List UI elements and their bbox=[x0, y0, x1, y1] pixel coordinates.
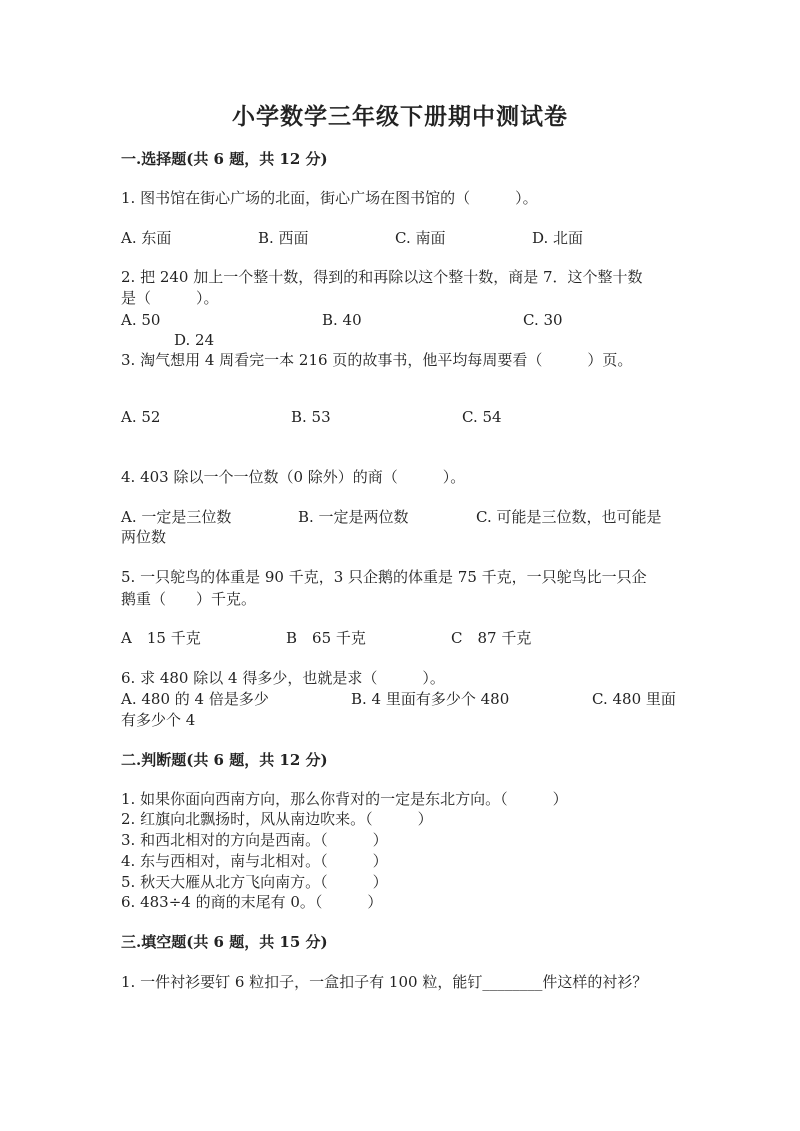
question-4-option-c-line1: C. 可能是三位数，也可能是 bbox=[476, 508, 662, 526]
question-5-option-c: C 87 千克 bbox=[451, 629, 532, 647]
section-heading-judgement: 二.判断题(共 6 题，共 12 分) bbox=[121, 751, 328, 769]
judgement-item: 4. 东与西相对，南与北相对。（ ） bbox=[121, 852, 388, 870]
judgement-item: 6. 483÷4 的商的末尾有 0。（ ） bbox=[121, 893, 383, 911]
judgement-item: 3. 和西北相对的方向是西南。（ ） bbox=[121, 831, 388, 849]
question-5-option-b: B 65 千克 bbox=[286, 629, 366, 647]
question-2-stem-line1: 2. 把 240 加上一个整十数，得到的和再除以这个整十数，商是 7．这个整十数 bbox=[121, 268, 643, 286]
question-2-option-b: B. 40 bbox=[322, 311, 362, 329]
judgement-item: 5. 秋天大雁从北方飞向南方。（ ） bbox=[121, 873, 388, 891]
question-1-stem: 1. 图书馆在街心广场的北面，街心广场在图书馆的（ ）。 bbox=[121, 189, 538, 207]
question-3-option-b: B. 53 bbox=[291, 408, 331, 426]
question-1-option-a: A. 东面 bbox=[121, 229, 172, 247]
question-2-option-c: C. 30 bbox=[523, 311, 563, 329]
question-1-option-c: C. 南面 bbox=[395, 229, 446, 247]
question-2-option-a: A. 50 bbox=[121, 311, 161, 329]
question-2-stem-line2: 是（ ）。 bbox=[121, 289, 219, 307]
question-3-option-a: A. 52 bbox=[121, 408, 161, 426]
question-5-stem-line1: 5. 一只鸵鸟的体重是 90 千克，3 只企鹅的体重是 75 千克，一只鸵鸟比一只企 bbox=[121, 568, 647, 586]
question-4-option-c-line2: 两位数 bbox=[121, 528, 167, 546]
page-title: 小学数学三年级下册期中测试卷 bbox=[232, 103, 568, 130]
question-4-option-b: B. 一定是两位数 bbox=[298, 508, 409, 526]
question-2-option-d: D. 24 bbox=[174, 331, 215, 349]
question-3-stem: 3. 淘气想用 4 周看完一本 216 页的故事书，他平均每周要看（ ）页。 bbox=[121, 351, 633, 369]
question-6-option-c-line1: C. 480 里面 bbox=[592, 690, 676, 708]
question-1-option-b: B. 西面 bbox=[258, 229, 309, 247]
question-6-option-c-line2: 有多少个 4 bbox=[121, 711, 196, 729]
question-3-option-c: C. 54 bbox=[462, 408, 502, 426]
section-heading-fill-blank: 三.填空题(共 6 题，共 15 分) bbox=[121, 933, 328, 951]
question-4-option-a: A. 一定是三位数 bbox=[121, 508, 232, 526]
judgement-item: 2. 红旗向北飘扬时，风从南边吹来。（ ） bbox=[121, 810, 433, 828]
question-6-stem: 6. 求 480 除以 4 得多少，也就是求（ ）。 bbox=[121, 669, 445, 687]
question-6-option-a: A. 480 的 4 倍是多少 bbox=[121, 690, 269, 708]
question-1-option-d: D. 北面 bbox=[532, 229, 584, 247]
question-5-stem-line2: 鹅重（ ）千克。 bbox=[121, 590, 257, 608]
question-4-stem: 4. 403 除以一个一位数（0 除外）的商（ ）。 bbox=[121, 468, 466, 486]
section-heading-choice: 一.选择题(共 6 题，共 12 分) bbox=[121, 150, 328, 168]
fill-blank-question-1: 1. 一件衬衫要钉 6 粒扣子，一盒扣子有 100 粒，能钉________件这样的衬衫？ bbox=[121, 973, 648, 991]
question-6-option-b: B. 4 里面有多少个 480 bbox=[351, 690, 510, 708]
judgement-item: 1. 如果你面向西南方向，那么你背对的一定是东北方向。（ ） bbox=[121, 790, 568, 808]
question-5-option-a: A 15 千克 bbox=[121, 629, 201, 647]
